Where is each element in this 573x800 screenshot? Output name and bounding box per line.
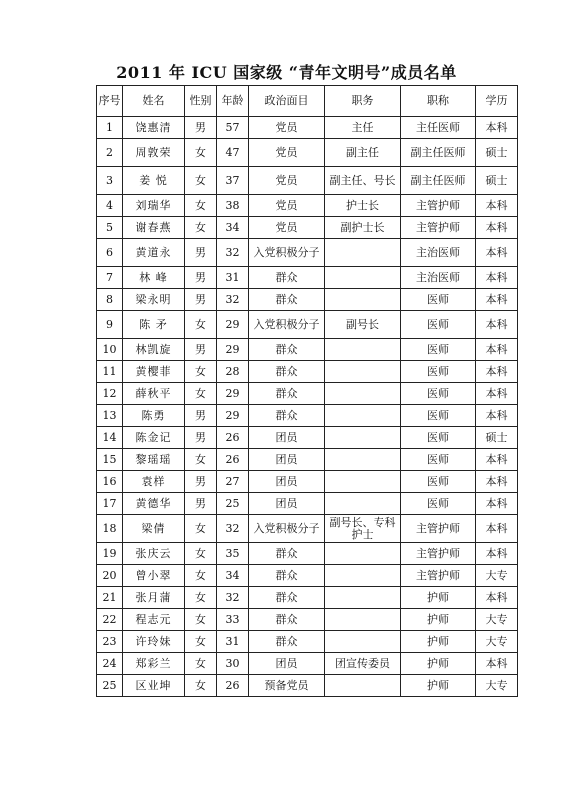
cell-duty [325, 565, 401, 587]
cell-duty [325, 339, 401, 361]
table-row [97, 515, 518, 543]
cell-age: 57 [217, 117, 249, 139]
table-row [97, 427, 518, 449]
cell-age: 28 [217, 361, 249, 383]
table-row [97, 565, 518, 587]
cell-political: 群众 [249, 289, 325, 311]
cell-political: 团员 [249, 471, 325, 493]
column-header-no: 序号 [97, 86, 123, 117]
cell-age: 29 [217, 383, 249, 405]
cell-duty [325, 383, 401, 405]
cell-political: 团员 [249, 427, 325, 449]
cell-political: 入党积极分子 [249, 311, 325, 339]
cell-education: 本科 [476, 543, 518, 565]
cell-education: 本科 [476, 339, 518, 361]
cell-education: 大专 [476, 565, 518, 587]
cell-no: 13 [97, 405, 123, 427]
cell-name: 张庆云 [123, 543, 185, 565]
table-row [97, 167, 518, 195]
cell-political: 群众 [249, 267, 325, 289]
table-row [97, 217, 518, 239]
cell-gender: 女 [185, 217, 217, 239]
cell-age: 47 [217, 139, 249, 167]
cell-title: 主治医师 [401, 239, 476, 267]
table-row [97, 117, 518, 139]
cell-age: 34 [217, 217, 249, 239]
table-row [97, 609, 518, 631]
cell-gender: 男 [185, 427, 217, 449]
cell-title: 主管护师 [401, 565, 476, 587]
cell-title: 副主任医师 [401, 167, 476, 195]
cell-no: 2 [97, 139, 123, 167]
cell-gender: 女 [185, 195, 217, 217]
cell-name: 陈 矛 [123, 311, 185, 339]
cell-no: 16 [97, 471, 123, 493]
cell-title: 医师 [401, 449, 476, 471]
cell-political: 党员 [249, 217, 325, 239]
cell-gender: 女 [185, 587, 217, 609]
cell-no: 21 [97, 587, 123, 609]
cell-education: 硕士 [476, 139, 518, 167]
cell-duty [325, 471, 401, 493]
cell-no: 3 [97, 167, 123, 195]
cell-title: 护师 [401, 631, 476, 653]
table-row [97, 195, 518, 217]
cell-political: 入党积极分子 [249, 239, 325, 267]
cell-age: 38 [217, 195, 249, 217]
cell-no: 12 [97, 383, 123, 405]
table-row [97, 653, 518, 675]
cell-education: 大专 [476, 609, 518, 631]
cell-title: 主管护师 [401, 217, 476, 239]
cell-education: 本科 [476, 311, 518, 339]
table-header-row [97, 86, 518, 117]
cell-duty: 副号长、专科护士 [325, 515, 401, 543]
page-title: 2011 年 ICU 国家级 “青年文明号”成员名单 [116, 63, 457, 82]
cell-name: 谢春燕 [123, 217, 185, 239]
table-row [97, 239, 518, 267]
cell-name: 黄德华 [123, 493, 185, 515]
cell-title: 副主任医师 [401, 139, 476, 167]
table-row [97, 449, 518, 471]
cell-no: 10 [97, 339, 123, 361]
cell-no: 5 [97, 217, 123, 239]
cell-no: 24 [97, 653, 123, 675]
cell-age: 32 [217, 587, 249, 609]
column-header-age: 年龄 [217, 86, 249, 117]
column-header-name: 姓名 [123, 86, 185, 117]
cell-age: 33 [217, 609, 249, 631]
cell-no: 25 [97, 675, 123, 697]
cell-title: 主任医师 [401, 117, 476, 139]
cell-no: 22 [97, 609, 123, 631]
cell-title: 医师 [401, 493, 476, 515]
cell-no: 17 [97, 493, 123, 515]
cell-no: 6 [97, 239, 123, 267]
cell-gender: 男 [185, 405, 217, 427]
cell-name: 姜 悦 [123, 167, 185, 195]
cell-name: 梁倩 [123, 515, 185, 543]
cell-title: 主管护师 [401, 543, 476, 565]
column-header-duty: 职务 [325, 86, 401, 117]
cell-education: 本科 [476, 217, 518, 239]
cell-gender: 女 [185, 565, 217, 587]
column-header-political: 政治面目 [249, 86, 325, 117]
table-row [97, 361, 518, 383]
cell-no: 4 [97, 195, 123, 217]
cell-name: 陈金记 [123, 427, 185, 449]
cell-age: 37 [217, 167, 249, 195]
cell-education: 大专 [476, 675, 518, 697]
cell-no: 1 [97, 117, 123, 139]
cell-no: 18 [97, 515, 123, 543]
cell-duty [325, 493, 401, 515]
cell-duty: 副主任 [325, 139, 401, 167]
cell-name: 区业坤 [123, 675, 185, 697]
cell-gender: 男 [185, 493, 217, 515]
cell-education: 本科 [476, 515, 518, 543]
table-row [97, 587, 518, 609]
cell-name: 黄道永 [123, 239, 185, 267]
cell-education: 本科 [476, 239, 518, 267]
cell-title: 医师 [401, 311, 476, 339]
cell-name: 刘瑞华 [123, 195, 185, 217]
cell-gender: 男 [185, 471, 217, 493]
table-row [97, 311, 518, 339]
cell-name: 袁样 [123, 471, 185, 493]
cell-political: 群众 [249, 543, 325, 565]
cell-name: 饶惠清 [123, 117, 185, 139]
cell-political: 团员 [249, 653, 325, 675]
cell-gender: 女 [185, 609, 217, 631]
cell-name: 张月蒲 [123, 587, 185, 609]
cell-education: 本科 [476, 361, 518, 383]
cell-duty: 副主任、号长 [325, 167, 401, 195]
cell-education: 硕士 [476, 167, 518, 195]
table-row [97, 339, 518, 361]
cell-age: 32 [217, 515, 249, 543]
cell-age: 27 [217, 471, 249, 493]
cell-duty [325, 289, 401, 311]
cell-duty [325, 609, 401, 631]
cell-name: 林凯旋 [123, 339, 185, 361]
column-header-education: 学历 [476, 86, 518, 117]
cell-age: 26 [217, 427, 249, 449]
cell-name: 黎瑶瑶 [123, 449, 185, 471]
cell-age: 34 [217, 565, 249, 587]
cell-title: 医师 [401, 405, 476, 427]
cell-age: 29 [217, 405, 249, 427]
cell-education: 本科 [476, 493, 518, 515]
cell-name: 程志元 [123, 609, 185, 631]
cell-political: 团员 [249, 449, 325, 471]
cell-age: 30 [217, 653, 249, 675]
cell-age: 32 [217, 289, 249, 311]
cell-title: 医师 [401, 383, 476, 405]
cell-education: 本科 [476, 471, 518, 493]
cell-title: 医师 [401, 361, 476, 383]
cell-duty: 主任 [325, 117, 401, 139]
column-header-title: 职称 [401, 86, 476, 117]
cell-no: 9 [97, 311, 123, 339]
cell-title: 医师 [401, 471, 476, 493]
cell-duty: 副护士长 [325, 217, 401, 239]
cell-gender: 男 [185, 339, 217, 361]
cell-gender: 男 [185, 289, 217, 311]
cell-age: 31 [217, 267, 249, 289]
cell-education: 本科 [476, 653, 518, 675]
cell-title: 主管护师 [401, 515, 476, 543]
cell-title: 医师 [401, 427, 476, 449]
cell-gender: 女 [185, 449, 217, 471]
cell-duty [325, 543, 401, 565]
cell-political: 入党积极分子 [249, 515, 325, 543]
cell-duty [325, 361, 401, 383]
table-row [97, 139, 518, 167]
table-row [97, 405, 518, 427]
cell-duty [325, 267, 401, 289]
cell-education: 本科 [476, 267, 518, 289]
cell-no: 8 [97, 289, 123, 311]
cell-duty [325, 427, 401, 449]
table-row [97, 289, 518, 311]
cell-duty [325, 587, 401, 609]
cell-name: 陈勇 [123, 405, 185, 427]
cell-education: 本科 [476, 117, 518, 139]
cell-political: 群众 [249, 339, 325, 361]
cell-name: 薛秋平 [123, 383, 185, 405]
cell-title: 护师 [401, 609, 476, 631]
table-row [97, 493, 518, 515]
cell-no: 20 [97, 565, 123, 587]
column-header-gender: 性别 [185, 86, 217, 117]
cell-education: 硕士 [476, 427, 518, 449]
cell-no: 15 [97, 449, 123, 471]
cell-gender: 女 [185, 361, 217, 383]
cell-political: 群众 [249, 383, 325, 405]
cell-gender: 男 [185, 117, 217, 139]
cell-gender: 女 [185, 383, 217, 405]
cell-age: 31 [217, 631, 249, 653]
cell-gender: 女 [185, 167, 217, 195]
cell-no: 14 [97, 427, 123, 449]
cell-political: 党员 [249, 195, 325, 217]
cell-name: 梁永明 [123, 289, 185, 311]
cell-age: 26 [217, 449, 249, 471]
cell-duty: 团宣传委员 [325, 653, 401, 675]
cell-duty: 副号长 [325, 311, 401, 339]
cell-gender: 女 [185, 653, 217, 675]
cell-duty [325, 631, 401, 653]
cell-gender: 男 [185, 267, 217, 289]
cell-name: 许玲妹 [123, 631, 185, 653]
cell-title: 医师 [401, 339, 476, 361]
cell-political: 预备党员 [249, 675, 325, 697]
cell-gender: 女 [185, 543, 217, 565]
cell-gender: 女 [185, 311, 217, 339]
cell-no: 23 [97, 631, 123, 653]
cell-education: 本科 [476, 449, 518, 471]
cell-political: 群众 [249, 565, 325, 587]
cell-political: 群众 [249, 587, 325, 609]
cell-title: 护师 [401, 587, 476, 609]
cell-name: 黄樱菲 [123, 361, 185, 383]
cell-age: 35 [217, 543, 249, 565]
cell-age: 29 [217, 311, 249, 339]
cell-age: 25 [217, 493, 249, 515]
cell-education: 本科 [476, 383, 518, 405]
cell-political: 团员 [249, 493, 325, 515]
cell-name: 曾小翠 [123, 565, 185, 587]
table-row [97, 543, 518, 565]
cell-no: 11 [97, 361, 123, 383]
cell-title: 护师 [401, 675, 476, 697]
cell-title: 主管护师 [401, 195, 476, 217]
cell-political: 党员 [249, 167, 325, 195]
cell-gender: 男 [185, 239, 217, 267]
cell-gender: 女 [185, 515, 217, 543]
cell-education: 本科 [476, 195, 518, 217]
cell-political: 党员 [249, 117, 325, 139]
table-row [97, 267, 518, 289]
cell-duty [325, 675, 401, 697]
cell-duty [325, 239, 401, 267]
cell-education: 本科 [476, 289, 518, 311]
cell-duty: 护士长 [325, 195, 401, 217]
cell-no: 7 [97, 267, 123, 289]
cell-title: 护师 [401, 653, 476, 675]
table-row [97, 631, 518, 653]
cell-gender: 女 [185, 139, 217, 167]
table-row [97, 383, 518, 405]
cell-duty [325, 405, 401, 427]
cell-age: 32 [217, 239, 249, 267]
cell-duty [325, 449, 401, 471]
cell-name: 林 峰 [123, 267, 185, 289]
cell-political: 群众 [249, 361, 325, 383]
table-row [97, 471, 518, 493]
cell-no: 19 [97, 543, 123, 565]
cell-education: 本科 [476, 405, 518, 427]
cell-name: 周敦荣 [123, 139, 185, 167]
cell-title: 医师 [401, 289, 476, 311]
cell-political: 党员 [249, 139, 325, 167]
cell-age: 29 [217, 339, 249, 361]
cell-name: 郑彩兰 [123, 653, 185, 675]
table-row [97, 675, 518, 697]
cell-political: 群众 [249, 609, 325, 631]
cell-age: 26 [217, 675, 249, 697]
cell-title: 主治医师 [401, 267, 476, 289]
cell-gender: 女 [185, 631, 217, 653]
member-table [96, 85, 518, 697]
cell-gender: 女 [185, 675, 217, 697]
cell-political: 群众 [249, 405, 325, 427]
cell-education: 大专 [476, 631, 518, 653]
cell-education: 本科 [476, 587, 518, 609]
cell-political: 群众 [249, 631, 325, 653]
